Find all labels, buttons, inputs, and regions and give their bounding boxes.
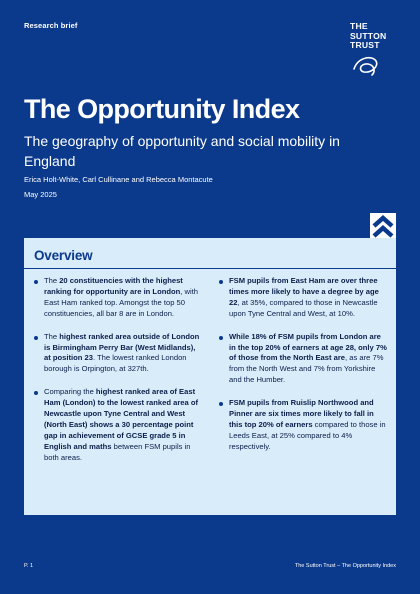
publication-date: May 2025 [24, 190, 57, 199]
bullet-emphasis: FSM pupils from East Ham are over three times more likely to have a degree by age 22 [229, 276, 379, 307]
overview-heading: Overview [34, 248, 93, 263]
document-type-label: Research brief [24, 21, 78, 30]
overview-bullet [219, 398, 388, 453]
bullet-text: between FSM pupils in both areas. [44, 441, 191, 462]
bullet-emphasis: While 18% of FSM pupils from London are in the top 20% of earners at age 28, only 7% of those from the North East are [229, 331, 387, 363]
logo-line-1: THE [350, 21, 368, 31]
overview-bullet [219, 332, 388, 387]
authors: Erica Holt-White, Carl Cullinane and Rebecca Montacute [24, 175, 213, 184]
overview-column-right [219, 276, 388, 453]
bullet-text: Comparing the [44, 387, 96, 397]
overview-bullet [34, 387, 203, 463]
logo-line-3: TRUST [350, 40, 380, 51]
bullet-text: , with East Ham ranked top. Amongst the top 50 constituencies, all bar 8 are in London. [44, 286, 198, 318]
bullet-emphasis: highest ranked area outside of London is Birmingham Perry Bar (West Midlands), at position 23 [44, 331, 200, 363]
bullet-text: The [44, 331, 60, 341]
bullet-text: compared to those in Leeds East, at 25% compared to 4% respectively. [229, 419, 386, 451]
page-number: P. 1 [24, 563, 34, 569]
bullet-emphasis: FSM pupils from Ruislip Northwood and Pinner are six times more likely to fall in this top 20% of earners [229, 398, 374, 429]
overview-bullet [34, 332, 203, 376]
chevron-up-icon [370, 213, 396, 240]
logo-swirl-icon [352, 53, 382, 77]
overview-column-left [34, 276, 203, 464]
page-subtitle: The geography of opportunity and social mobility in England [24, 133, 340, 169]
bullet-emphasis: 20 constituencies with the highest ranking for opportunity are in London [44, 276, 183, 296]
bullet-text: . The lowest ranked London borough is Orpington, at 327th. [44, 353, 187, 374]
page-title: The Opportunity Index [24, 94, 300, 124]
bullet-emphasis: highest ranked area of East Ham (London) to the lowest ranked area of Newcastle upon Tyne Central and West (North East) shows a 30 percentage point gap in achievement of GCSE grade 5 in English and maths [44, 387, 198, 451]
sutton-trust-logo [350, 22, 396, 82]
overview-panel [24, 238, 396, 515]
overview-divider [24, 268, 396, 269]
bullet-text: , at 35%, compared to those in Newcastle upon Tyne Central and West, at 10%. [229, 297, 378, 318]
overview-bullet [219, 276, 388, 320]
footer-source: The Sutton Trust – The Opportunity Index [294, 563, 396, 569]
logo-line-2: SUTTON [350, 30, 387, 41]
bullet-text: The [44, 276, 60, 285]
bullet-text: , as are 7% from the North West and 7% from Yorkshire and the Humber. [229, 353, 384, 385]
overview-bullet [34, 276, 203, 320]
